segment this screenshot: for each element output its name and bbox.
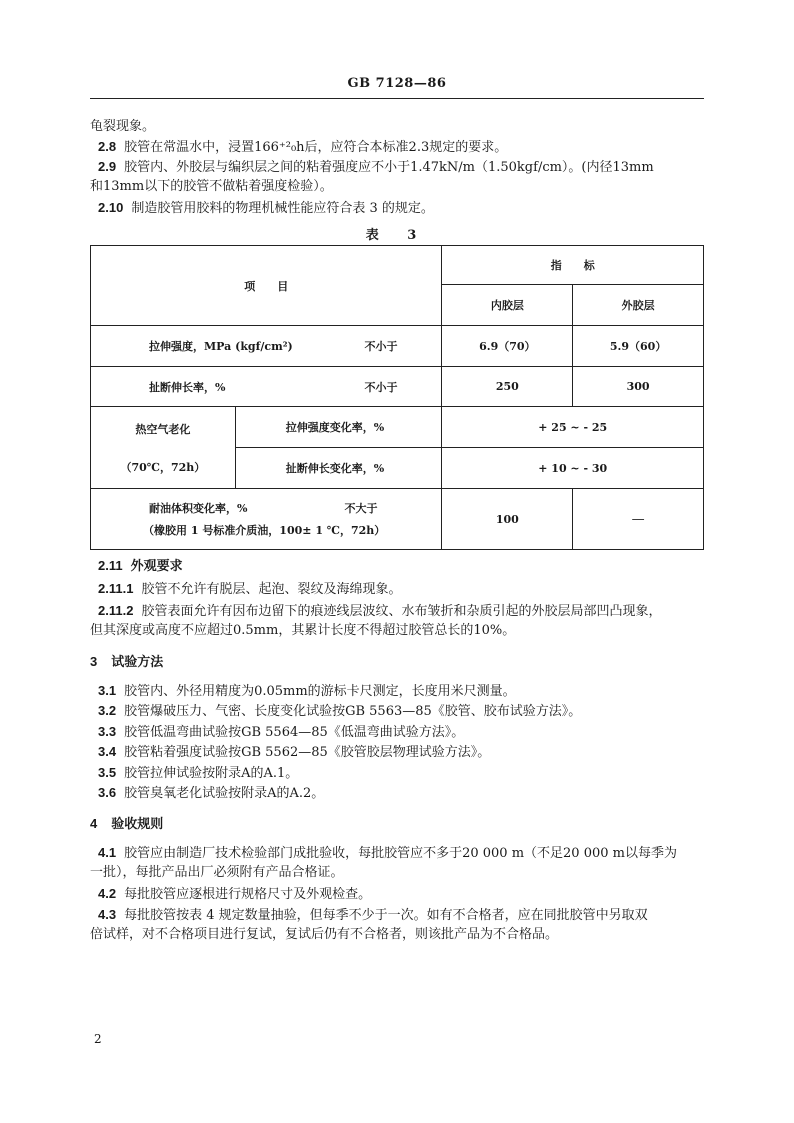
clause-2-8 [98, 138, 507, 157]
oil-item: 耐油体积变化率，% [149, 502, 248, 515]
header-index: 指 标 [442, 246, 704, 285]
clause-text: 胶管在常温水中，浸置166⁺²₀h后，应符合本标准2.3规定的要求。 [124, 140, 508, 155]
clause-text: 胶管内、外胶层与编织层之间的粘着强度应不小于1.47kN/m（1.50kgf/cm）。(内径13mm [124, 160, 654, 175]
clause-number: 3.1 [98, 683, 117, 698]
clause-number: 4.2 [98, 886, 117, 901]
aging-label [91, 407, 236, 489]
row-condition: 不小于 [364, 380, 398, 394]
row-item: 扯断伸长率，% [149, 380, 226, 394]
header-item: 项 目 [91, 246, 442, 326]
table-title: 表 3 [365, 228, 429, 243]
clause-number: 2.11 [98, 558, 123, 573]
row-item: 拉伸强度，MPa (kgf/cm²) [149, 340, 293, 353]
aging-item: 扯断伸长变化率，% [235, 448, 442, 489]
row-outer-value: 300 [573, 367, 704, 407]
clause-4-3 [98, 906, 648, 925]
clause-4-1-continuation [90, 864, 344, 882]
clause-2-11 [98, 557, 183, 576]
spec-table [90, 245, 704, 550]
section-3-heading [90, 653, 163, 672]
clause-3-3 [98, 723, 464, 742]
oil-note: （橡胶用 1 号标准介质油，100± 1 ℃，72h） [143, 524, 386, 537]
clause-number: 4.3 [98, 907, 117, 922]
clause-text: 每批胶管按表 4 规定数量抽验，但每季不少于一次。如有不合格者，应在同批胶管中另取双 [124, 908, 648, 923]
clause-text: 和13mm以下的胶管不做粘着强度检验）。 [90, 179, 333, 194]
clause-number: 3.4 [98, 744, 117, 759]
clause-3-6 [98, 784, 324, 803]
clause-text: 外观要求 [130, 559, 183, 574]
section-title: 验收规则 [111, 817, 164, 832]
clause-number: 2.11.2 [98, 603, 134, 618]
section-number: 3 [90, 654, 98, 669]
table-row [91, 407, 704, 448]
clause-text: 胶管不允许有脱层、起泡、裂纹及海绵现象。 [141, 582, 402, 597]
clause-number: 3.6 [98, 785, 117, 800]
clause-text: 胶管低温弯曲试验按GB 5564—85《低温弯曲试验方法》。 [124, 725, 465, 740]
clause-number: 2.8 [98, 139, 117, 154]
clause-text: 胶管拉伸试验按附录A的A.1。 [124, 766, 299, 781]
clause-number: 3.2 [98, 703, 117, 718]
section-4-heading [90, 815, 163, 834]
clause-3-1 [98, 682, 516, 701]
row-outer-value: 5.9（60） [573, 326, 704, 367]
table-row [91, 367, 704, 407]
clause-number: 3.3 [98, 724, 117, 739]
clause-text: 胶管应由制造厂技术检验部门成批验收，每批胶管应不多于20 000 m（不足20 000 m以每季为 [124, 846, 677, 861]
aging-label-line-2: （70℃，72h） [120, 460, 206, 474]
clause-text: 胶管臭氧老化试验按附录A的A.2。 [124, 786, 325, 801]
row-inner-value: 250 [442, 367, 573, 407]
page-number: 2 [94, 1032, 102, 1046]
section-title: 试验方法 [111, 655, 164, 670]
clause-2-10 [98, 199, 434, 218]
row-condition: 不小于 [364, 340, 398, 353]
header-inner-layer: 内胶层 [442, 285, 573, 326]
aging-label-line-1: 热空气老化 [135, 422, 191, 436]
clause-number: 2.9 [98, 159, 117, 174]
clause-number: 2.10 [98, 200, 124, 215]
clause-2-11-2 [98, 602, 661, 621]
clause-text: 胶管爆破压力、气密、长度变化试验按GB 5563—85《胶管、胶布试验方法》。 [124, 704, 582, 719]
oil-condition: 不大于 [344, 502, 378, 515]
clause-3-5 [98, 764, 298, 783]
header-outer-layer: 外胶层 [573, 285, 704, 326]
clause-2-9-continuation [90, 178, 333, 196]
header-rule [90, 98, 704, 99]
paragraph-continuation: 龟裂现象。 [90, 119, 156, 134]
table-row [91, 489, 704, 550]
clause-number: 3.5 [98, 765, 117, 780]
row-inner-value: 6.9（70） [442, 326, 573, 367]
aging-item: 拉伸强度变化率，% [235, 407, 442, 448]
clause-text: 倍试样，对不合格项目进行复试，复试后仍有不合格者，则该批产品为不合格品。 [90, 927, 559, 942]
clause-text: 制造胶管用胶料的物理机械性能应符合表 3 的规定。 [131, 201, 434, 216]
clause-text: 一批），每批产品出厂必须附有产品合格证。 [90, 865, 344, 880]
table-row [91, 326, 704, 367]
clause-4-3-continuation [90, 926, 558, 944]
clause-4-1 [98, 844, 677, 863]
clause-text: 胶管粘着强度试验按GB 5562—85《胶管胶层物理试验方法》。 [124, 745, 491, 760]
clause-number: 4.1 [98, 845, 117, 860]
clause-4-2 [98, 885, 371, 904]
clause-2-11-1 [98, 580, 401, 599]
clause-3-4 [98, 743, 490, 762]
clause-text: 胶管内、外径用精度为0.05mm的游标卡尺测定，长度用米尺测量。 [124, 684, 516, 699]
clause-2-11-2-continuation: 但其深度或高度不应超过0.5mm，其累计长度不得超过胶管总长的10%。 [90, 623, 516, 638]
aging-value: + 10 ~ - 30 [442, 448, 704, 489]
oil-outer-value: — [573, 489, 704, 550]
page-header: GB 7128—86 [347, 76, 447, 91]
clause-text: 胶管表面允许有因布边留下的痕迹线层波纹、水布皱折和杂质引起的外胶层局部凹凸现象， [141, 604, 662, 619]
clause-number: 2.11.1 [98, 581, 134, 596]
clause-text: 每批胶管应逐根进行规格尺寸及外观检查。 [124, 887, 372, 902]
clause-3-2 [98, 702, 581, 721]
section-number: 4 [90, 816, 98, 831]
aging-value: + 25 ~ - 25 [442, 407, 704, 448]
clause-2-9 [98, 158, 654, 177]
oil-inner-value: 100 [442, 489, 573, 550]
